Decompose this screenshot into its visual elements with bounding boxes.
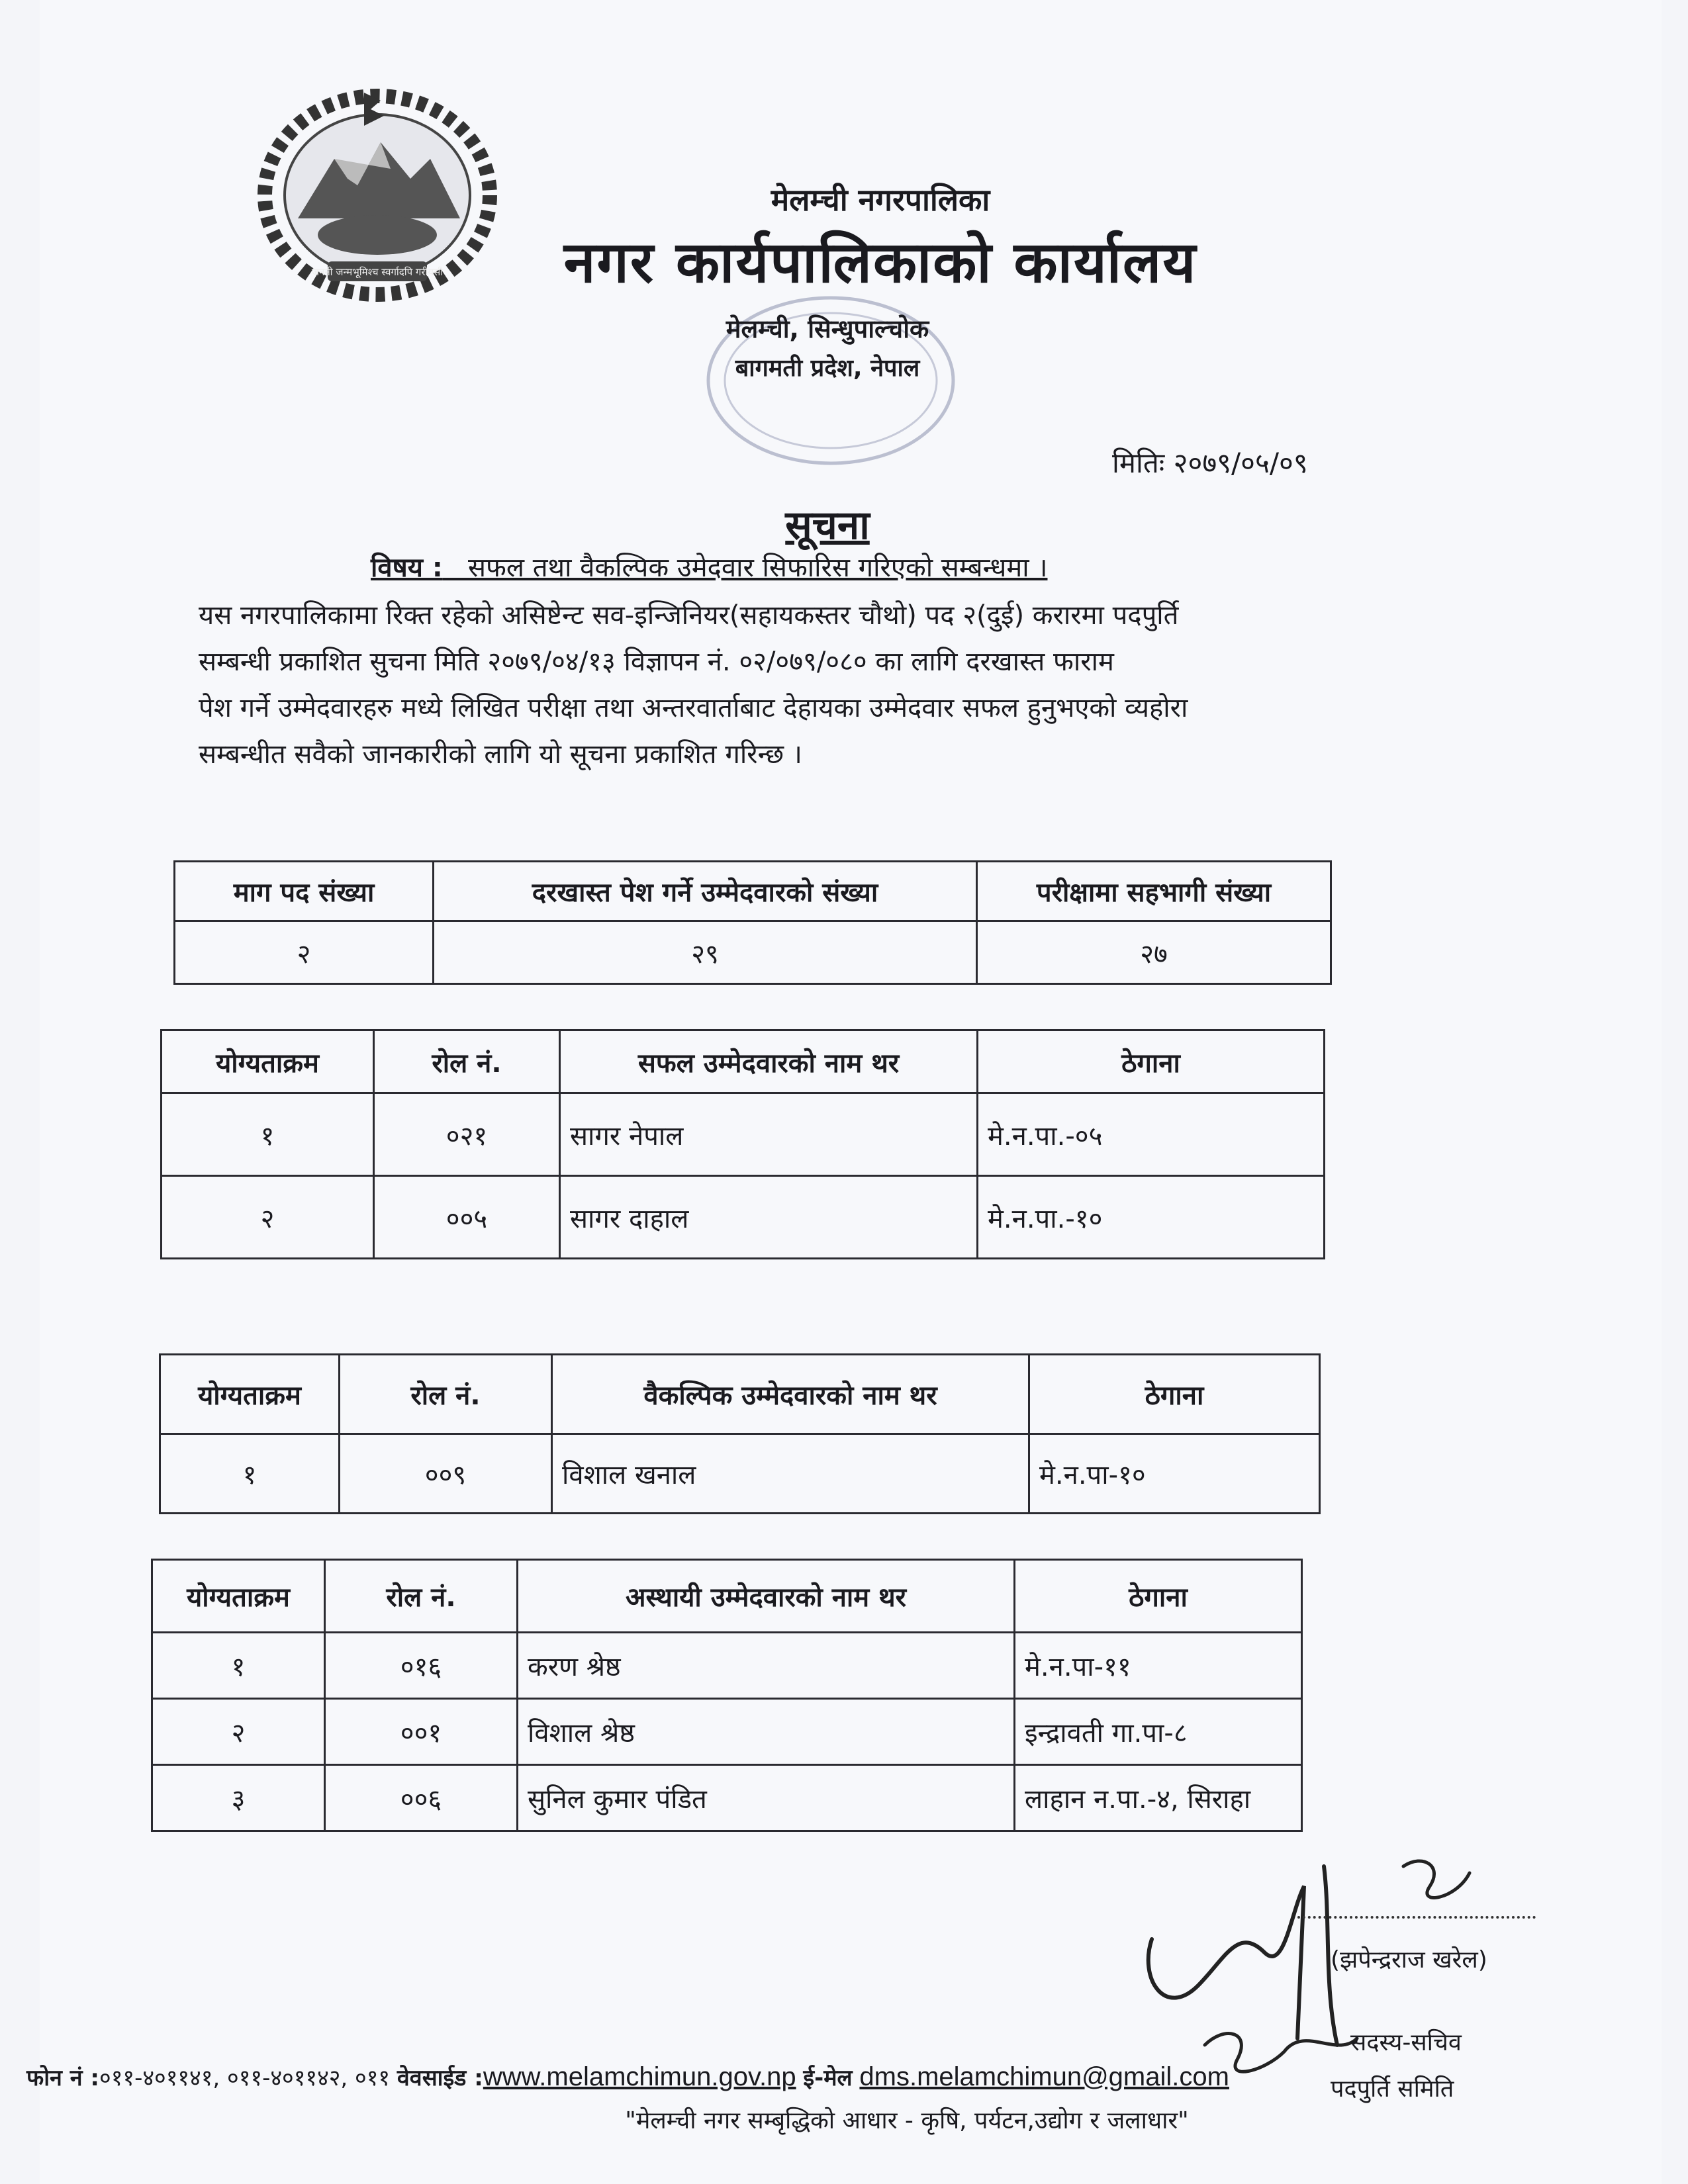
signature-line bbox=[1297, 1916, 1536, 1919]
table-cell: इन्द्रावती गा.पा-८ bbox=[1015, 1699, 1302, 1765]
table-cell: विशाल खनाल bbox=[552, 1434, 1029, 1514]
table-row bbox=[162, 1176, 1325, 1259]
footer-contact bbox=[26, 2062, 1229, 2092]
table-cell: लाहान न.पा.-४, सिराहा bbox=[1015, 1765, 1302, 1831]
address-line-2: बागमती प्रदेश, नेपाल bbox=[735, 355, 920, 382]
table-cell: २ bbox=[152, 1699, 325, 1765]
table-cell: ००१ bbox=[325, 1699, 518, 1765]
phone-numbers: ०११-४०११४१, ०११-४०११४२, ०११ bbox=[99, 2065, 391, 2091]
table-cell: १ bbox=[152, 1633, 325, 1699]
table-header-cell: अस्थायी उम्मेदवारको नाम थर bbox=[518, 1560, 1015, 1633]
body-line: पेश गर्ने उम्मेदवारहरु मध्ये लिखित परीक्षा तथा अन्तरवार्ताबाट देहायका उम्मेदवार सफल हुनुभएको व्यहोरा bbox=[199, 693, 1188, 723]
table-header-cell: ठेगाना bbox=[978, 1030, 1325, 1093]
table-header-cell: रोल नं. bbox=[374, 1030, 560, 1093]
table-row bbox=[160, 1434, 1320, 1514]
signer-role: सदस्य-सचिव bbox=[1350, 2029, 1462, 2056]
table-cell: ००९ bbox=[340, 1434, 552, 1514]
successful-candidates-table bbox=[160, 1029, 1325, 1259]
email-link[interactable]: dms.melamchimun@gmail.com bbox=[859, 2062, 1229, 2091]
table-header-cell: रोल नं. bbox=[340, 1355, 552, 1434]
website-link[interactable]: www.melamchimun.gov.np bbox=[483, 2062, 796, 2091]
table-cell: २७ bbox=[977, 921, 1331, 984]
alternate-candidates-table bbox=[159, 1353, 1321, 1514]
table-header-cell: योग्यताक्रम bbox=[162, 1030, 374, 1093]
table-cell: मे.न.पा.-०५ bbox=[978, 1093, 1325, 1176]
table-cell: सागर नेपाल bbox=[560, 1093, 978, 1176]
table-header-cell: योग्यताक्रम bbox=[160, 1355, 340, 1434]
table-row bbox=[152, 1699, 1302, 1765]
table-header-cell: ठेगाना bbox=[1015, 1560, 1302, 1633]
municipality-name: मेलम्ची नगरपालिका bbox=[771, 182, 990, 218]
nepal-emblem-icon bbox=[248, 79, 506, 304]
temporary-candidates-table bbox=[151, 1559, 1303, 1832]
table-header-cell: रोल नं. bbox=[325, 1560, 518, 1633]
signer-committee: पदपुर्ति समिति bbox=[1331, 2075, 1454, 2103]
address-line-1: मेलम्ची, सिन्धुपाल्चोक bbox=[726, 314, 929, 343]
subject-line bbox=[371, 548, 1377, 584]
table-cell: सागर दाहाल bbox=[560, 1176, 978, 1259]
table-header-row bbox=[175, 862, 1331, 921]
table-header-cell: वैकल्पिक उम्मेदवारको नाम थर bbox=[552, 1355, 1029, 1434]
table-cell: २ bbox=[162, 1176, 374, 1259]
table-header-cell: परीक्षामा सहभागी संख्या bbox=[977, 862, 1331, 921]
emblem-motto: जननी जन्मभूमिश्च स्वर्गादपि गरीयसी bbox=[311, 266, 444, 278]
signer-name: (झपेन्द्रराज खरेल) bbox=[1331, 1946, 1487, 1974]
table-cell: १ bbox=[160, 1434, 340, 1514]
body-line: सम्बन्धी प्रकाशित सुचना मिति २०७९/०४/१३ विज्ञापन नं. ०२/०७९/०८० का लागि दरखास्त फाराम bbox=[199, 647, 1114, 677]
table-header-cell: दरखास्त पेश गर्ने उम्मेदवारको संख्या bbox=[434, 862, 977, 921]
table-header-cell: योग्यताक्रम bbox=[152, 1560, 325, 1633]
subject-label: विषय : bbox=[371, 553, 443, 583]
table-cell: मे.न.पा-११ bbox=[1015, 1633, 1302, 1699]
table-row bbox=[175, 921, 1331, 984]
table-row bbox=[152, 1633, 1302, 1699]
table-cell: ०१६ bbox=[325, 1633, 518, 1699]
table-cell: मे.न.पा.-१० bbox=[978, 1176, 1325, 1259]
table-header-cell: ठेगाना bbox=[1029, 1355, 1320, 1434]
table-header-cell: माग पद संख्या bbox=[175, 862, 434, 921]
table-header-row bbox=[160, 1355, 1320, 1434]
subject-text: सफल तथा वैकल्पिक उमेदवार सिफारिस गरिएको सम्बन्धमा । bbox=[468, 553, 1048, 583]
notice-date: मितिः २०७९/०५/०९ bbox=[1112, 447, 1308, 479]
table-cell: २ bbox=[175, 921, 434, 984]
table-header-row bbox=[152, 1560, 1302, 1633]
summary-table bbox=[173, 860, 1332, 985]
table-row bbox=[162, 1093, 1325, 1176]
table-header-row bbox=[162, 1030, 1325, 1093]
phone-label: फोन नं : bbox=[26, 2065, 100, 2091]
website-label: वेवसाईड : bbox=[397, 2065, 483, 2091]
table-cell: १ bbox=[162, 1093, 374, 1176]
table-header-cell: सफल उम्मेदवारको नाम थर bbox=[560, 1030, 978, 1093]
office-title: नगर कार्यपालिकाको कार्यालय bbox=[563, 230, 1197, 296]
table-cell: करण श्रेष्ठ bbox=[518, 1633, 1015, 1699]
notice-body bbox=[199, 592, 1509, 778]
table-cell: ०२१ bbox=[374, 1093, 560, 1176]
table-cell: २९ bbox=[434, 921, 977, 984]
table-cell: सुनिल कुमार पंडित bbox=[518, 1765, 1015, 1831]
table-cell: ००६ bbox=[325, 1765, 518, 1831]
table-cell: ३ bbox=[152, 1765, 325, 1831]
body-line: यस नगरपालिकामा रिक्त रहेको असिष्टेन्ट सव-इन्जिनियर(सहायकस्तर चौथो) पद २(दुई) करारमा पदपुर्ति bbox=[199, 600, 1179, 631]
footer-slogan: "मेलम्ची नगर सम्बृद्धिको आधार - कृषि, पर्यटन,उद्योग र जलाधार" bbox=[625, 2107, 1189, 2134]
table-cell: ००५ bbox=[374, 1176, 560, 1259]
body-line: सम्बन्धीत सवैको जानकारीको लागि यो सूचना प्रकाशित गरिन्छ । bbox=[199, 739, 802, 770]
table-cell: विशाल श्रेष्ठ bbox=[518, 1699, 1015, 1765]
notice-title: सूचना bbox=[785, 502, 870, 549]
table-cell: मे.न.पा-१० bbox=[1029, 1434, 1320, 1514]
email-label: ई-मेल bbox=[803, 2065, 853, 2091]
table-row bbox=[152, 1765, 1302, 1831]
